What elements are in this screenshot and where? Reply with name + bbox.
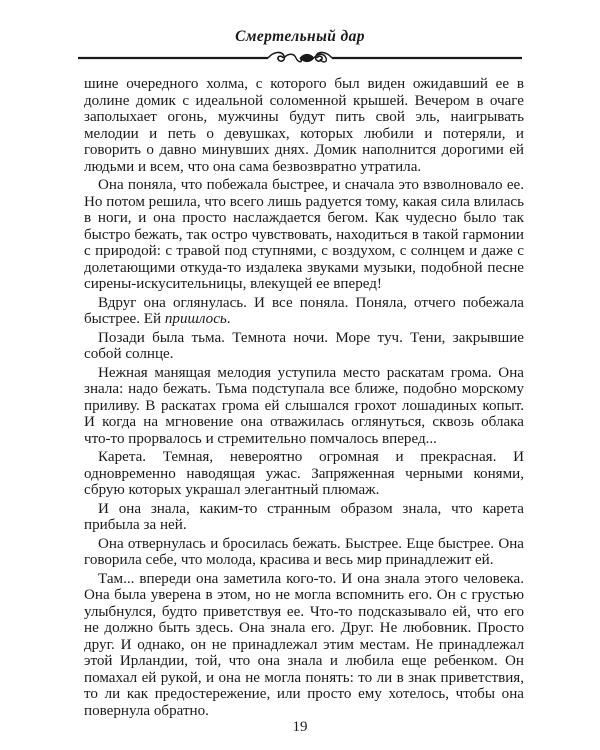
paragraph-punctuation: .: [226, 311, 231, 327]
body-text: [84, 76, 524, 719]
paragraph: Позади была тьма. Темнота ночи. Море туч. Тени, закрывшие собой солнце.: [84, 329, 524, 362]
paragraph: [84, 295, 524, 328]
paragraph: Нежная манящая мелодия уступила место раскатам грома. Она знала: надо бежать. Тьма подступала все ближе, подобно морскому приливу. В раскатах грома ей слышался грохот лошадиных копыт. И когда на мгновение она отважилась оглянуться, сквозь облака что-то прорвалось и стремительно помчалось вперед...: [84, 364, 524, 447]
paragraph: Она поняла, что побежала быстрее, и сначала это взволновало ее. Но потом решила, что всего лишь радуется тому, какая сила влилась в ноги, и она просто наслаждается бегом. Как чудесно было так быстро бежать, так остро чувствовать, находиться в такой гармонии с природой: с травой под ступнями, с воздухом, с солнцем и даже с долетающими откуда-то издалека звуками музыки, подобной песне сирены-искусительницы, влекущей ее вперед!: [84, 177, 524, 292]
paragraph: шине очередного холма, с которого был виден ожидавший ее в долине домик с идеальной соломенной крышей. Вечером в очаге заполыхает огонь, мужчины будут пить свой эль, наигрывать мелодии и петь о девушках, которых любили и потеряли, и говорить о давно минувших днях. Домик наполнится дорогими ей людьми и всем, что она сама безвозвратно утратила.: [84, 76, 524, 175]
running-title: Смертельный дар: [235, 28, 365, 45]
paragraph: И она знала, каким-то странным образом знала, что карета прибыла за ней.: [84, 500, 524, 533]
paragraph: Карета. Темная, невероятно огромная и прекрасная. И одновременно наводящая ужас. Запряженная черными конями, сбрую которых украшал элегантный плюмаж.: [84, 449, 524, 498]
running-header: [78, 28, 522, 70]
paragraph: Она отвернулась и бросилась бежать. Быстрее. Еще быстрее. Она говорила себе, что молода, красива и весь мир принадлежит ей.: [84, 535, 524, 568]
paragraph-text: Вдруг она оглянулась. И все поняла. Поняла, отчего побежала быстрее. Ей: [84, 294, 524, 327]
paragraph: Там... впереди она заметила кого-то. И она знала этого человека. Она была уверена в этом, но не могла вспомнить его. Он с грустью улыбнулся, будто приветствуя ее. Что-то подсказывало ей, что его не должно быть здесь. Она знала его. Друг. Не любовник. Просто друг. И однако, он не принадлежал этим местам. Не принадлежал этой Ирландии, той, что она знала и любила еще ребенком. Он помахал ей рукой, и она не могла понять: то ли в знак приветствия, то ли как предостережение, или просто ему хотелось, чтобы она повернула обратно.: [84, 570, 524, 719]
page-number: 19: [292, 719, 308, 735]
emphasized-word: пришлось: [164, 311, 227, 327]
flourish-ornament-icon: [78, 50, 522, 66]
